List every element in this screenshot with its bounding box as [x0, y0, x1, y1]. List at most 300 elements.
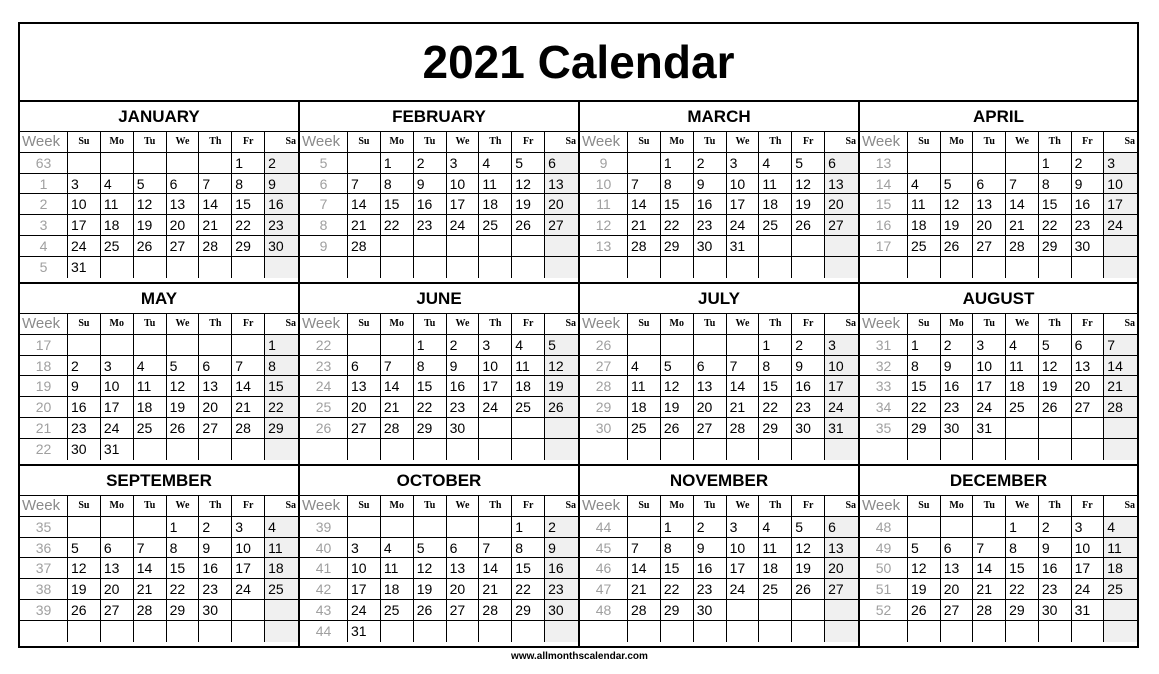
day-cell[interactable]	[479, 517, 512, 538]
day-cell[interactable]	[512, 257, 545, 278]
day-cell[interactable]: 1	[908, 335, 941, 356]
day-cell[interactable]: 16	[447, 376, 480, 397]
day-cell[interactable]	[479, 439, 512, 460]
day-cell[interactable]: 20	[1072, 376, 1105, 397]
day-cell[interactable]: 1	[232, 153, 265, 174]
day-cell[interactable]: 6	[941, 538, 974, 559]
day-cell[interactable]	[661, 621, 694, 642]
day-cell[interactable]: 21	[232, 397, 265, 418]
day-cell[interactable]: 23	[265, 215, 298, 236]
day-cell[interactable]	[759, 236, 792, 257]
day-cell[interactable]: 27	[941, 600, 974, 621]
day-cell[interactable]: 29	[265, 418, 298, 439]
day-cell[interactable]: 3	[727, 517, 760, 538]
day-cell[interactable]: 16	[694, 194, 727, 215]
day-cell[interactable]: 28	[381, 418, 414, 439]
day-cell[interactable]: 13	[825, 174, 858, 195]
day-cell[interactable]: 29	[908, 418, 941, 439]
day-cell[interactable]: 10	[479, 356, 512, 377]
day-cell[interactable]: 22	[1039, 215, 1072, 236]
day-cell[interactable]: 17	[727, 558, 760, 579]
day-cell[interactable]	[167, 439, 200, 460]
day-cell[interactable]: 21	[973, 579, 1006, 600]
day-cell[interactable]: 7	[628, 174, 661, 195]
day-cell[interactable]	[825, 257, 858, 278]
day-cell[interactable]: 17	[1104, 194, 1137, 215]
day-cell[interactable]: 4	[1104, 517, 1137, 538]
day-cell[interactable]: 23	[694, 579, 727, 600]
day-cell[interactable]: 8	[512, 538, 545, 559]
day-cell[interactable]: 22	[661, 215, 694, 236]
day-cell[interactable]	[792, 257, 825, 278]
day-cell[interactable]	[759, 621, 792, 642]
day-cell[interactable]: 16	[199, 558, 232, 579]
day-cell[interactable]	[1104, 621, 1137, 642]
day-cell[interactable]: 13	[1072, 356, 1105, 377]
day-cell[interactable]: 19	[941, 215, 974, 236]
day-cell[interactable]: 19	[792, 558, 825, 579]
day-cell[interactable]: 25	[101, 236, 134, 257]
day-cell[interactable]: 6	[973, 174, 1006, 195]
day-cell[interactable]: 21	[628, 215, 661, 236]
day-cell[interactable]: 13	[973, 194, 1006, 215]
day-cell[interactable]	[167, 257, 200, 278]
day-cell[interactable]: 26	[167, 418, 200, 439]
day-cell[interactable]: 22	[759, 397, 792, 418]
day-cell[interactable]	[628, 257, 661, 278]
day-cell[interactable]	[908, 257, 941, 278]
day-cell[interactable]: 14	[1104, 356, 1137, 377]
day-cell[interactable]: 7	[348, 174, 381, 195]
day-cell[interactable]: 22	[512, 579, 545, 600]
day-cell[interactable]: 25	[759, 215, 792, 236]
day-cell[interactable]: 9	[545, 538, 578, 559]
day-cell[interactable]	[1006, 621, 1039, 642]
day-cell[interactable]: 19	[167, 397, 200, 418]
day-cell[interactable]: 12	[68, 558, 101, 579]
day-cell[interactable]: 1	[265, 335, 298, 356]
day-cell[interactable]: 16	[545, 558, 578, 579]
day-cell[interactable]	[381, 621, 414, 642]
day-cell[interactable]: 31	[727, 236, 760, 257]
day-cell[interactable]	[68, 335, 101, 356]
day-cell[interactable]: 8	[1006, 538, 1039, 559]
day-cell[interactable]: 12	[167, 376, 200, 397]
day-cell[interactable]	[694, 439, 727, 460]
day-cell[interactable]	[973, 257, 1006, 278]
day-cell[interactable]: 23	[694, 215, 727, 236]
day-cell[interactable]: 18	[628, 397, 661, 418]
day-cell[interactable]: 27	[545, 215, 578, 236]
day-cell[interactable]: 27	[825, 215, 858, 236]
day-cell[interactable]: 23	[68, 418, 101, 439]
day-cell[interactable]: 4	[628, 356, 661, 377]
day-cell[interactable]	[381, 439, 414, 460]
day-cell[interactable]	[265, 621, 298, 642]
day-cell[interactable]	[825, 236, 858, 257]
day-cell[interactable]: 1	[1006, 517, 1039, 538]
day-cell[interactable]: 10	[1104, 174, 1137, 195]
day-cell[interactable]	[479, 236, 512, 257]
day-cell[interactable]: 8	[232, 174, 265, 195]
day-cell[interactable]: 21	[381, 397, 414, 418]
day-cell[interactable]: 13	[545, 174, 578, 195]
day-cell[interactable]	[941, 439, 974, 460]
day-cell[interactable]	[232, 257, 265, 278]
day-cell[interactable]: 1	[381, 153, 414, 174]
day-cell[interactable]	[414, 236, 447, 257]
day-cell[interactable]: 18	[134, 397, 167, 418]
day-cell[interactable]: 24	[479, 397, 512, 418]
day-cell[interactable]	[545, 257, 578, 278]
day-cell[interactable]: 25	[512, 397, 545, 418]
day-cell[interactable]: 7	[1104, 335, 1137, 356]
day-cell[interactable]: 12	[908, 558, 941, 579]
day-cell[interactable]: 4	[1006, 335, 1039, 356]
day-cell[interactable]	[941, 621, 974, 642]
day-cell[interactable]: 22	[167, 579, 200, 600]
day-cell[interactable]: 1	[759, 335, 792, 356]
day-cell[interactable]: 17	[68, 215, 101, 236]
day-cell[interactable]: 16	[1072, 194, 1105, 215]
day-cell[interactable]	[414, 517, 447, 538]
day-cell[interactable]: 27	[199, 418, 232, 439]
day-cell[interactable]: 31	[348, 621, 381, 642]
day-cell[interactable]: 28	[199, 236, 232, 257]
day-cell[interactable]: 25	[265, 579, 298, 600]
day-cell[interactable]: 3	[68, 174, 101, 195]
day-cell[interactable]: 14	[199, 194, 232, 215]
day-cell[interactable]: 27	[348, 418, 381, 439]
day-cell[interactable]	[941, 257, 974, 278]
day-cell[interactable]: 13	[694, 376, 727, 397]
day-cell[interactable]: 14	[973, 558, 1006, 579]
day-cell[interactable]: 9	[1039, 538, 1072, 559]
day-cell[interactable]: 30	[1039, 600, 1072, 621]
day-cell[interactable]: 10	[447, 174, 480, 195]
day-cell[interactable]: 12	[941, 194, 974, 215]
day-cell[interactable]	[68, 153, 101, 174]
day-cell[interactable]	[479, 621, 512, 642]
day-cell[interactable]: 8	[414, 356, 447, 377]
day-cell[interactable]	[759, 600, 792, 621]
day-cell[interactable]: 27	[694, 418, 727, 439]
day-cell[interactable]: 8	[265, 356, 298, 377]
day-cell[interactable]	[134, 621, 167, 642]
day-cell[interactable]: 23	[545, 579, 578, 600]
day-cell[interactable]: 10	[727, 538, 760, 559]
day-cell[interactable]: 28	[973, 600, 1006, 621]
day-cell[interactable]	[101, 335, 134, 356]
day-cell[interactable]: 21	[134, 579, 167, 600]
day-cell[interactable]: 19	[792, 194, 825, 215]
day-cell[interactable]: 10	[348, 558, 381, 579]
day-cell[interactable]	[101, 153, 134, 174]
day-cell[interactable]	[232, 335, 265, 356]
day-cell[interactable]	[628, 439, 661, 460]
day-cell[interactable]	[348, 335, 381, 356]
day-cell[interactable]: 7	[1006, 174, 1039, 195]
day-cell[interactable]: 4	[759, 153, 792, 174]
day-cell[interactable]: 11	[381, 558, 414, 579]
day-cell[interactable]	[134, 439, 167, 460]
day-cell[interactable]	[973, 439, 1006, 460]
day-cell[interactable]	[1039, 418, 1072, 439]
day-cell[interactable]: 14	[727, 376, 760, 397]
footer-url[interactable]: www.allmonthscalendar.com	[511, 651, 648, 662]
day-cell[interactable]: 11	[512, 356, 545, 377]
day-cell[interactable]	[545, 621, 578, 642]
day-cell[interactable]: 17	[101, 397, 134, 418]
day-cell[interactable]: 14	[134, 558, 167, 579]
day-cell[interactable]: 16	[941, 376, 974, 397]
day-cell[interactable]: 26	[908, 600, 941, 621]
day-cell[interactable]: 9	[792, 356, 825, 377]
day-cell[interactable]: 29	[232, 236, 265, 257]
day-cell[interactable]	[134, 517, 167, 538]
day-cell[interactable]: 17	[1072, 558, 1105, 579]
day-cell[interactable]	[512, 418, 545, 439]
day-cell[interactable]	[167, 153, 200, 174]
day-cell[interactable]	[479, 418, 512, 439]
day-cell[interactable]	[134, 335, 167, 356]
day-cell[interactable]: 9	[1072, 174, 1105, 195]
day-cell[interactable]: 10	[825, 356, 858, 377]
day-cell[interactable]: 1	[167, 517, 200, 538]
day-cell[interactable]: 15	[1006, 558, 1039, 579]
day-cell[interactable]: 11	[101, 194, 134, 215]
day-cell[interactable]	[1104, 600, 1137, 621]
day-cell[interactable]	[973, 153, 1006, 174]
day-cell[interactable]: 20	[447, 579, 480, 600]
day-cell[interactable]	[908, 439, 941, 460]
day-cell[interactable]	[447, 621, 480, 642]
day-cell[interactable]: 24	[68, 236, 101, 257]
day-cell[interactable]	[825, 621, 858, 642]
day-cell[interactable]: 22	[661, 579, 694, 600]
day-cell[interactable]	[199, 335, 232, 356]
day-cell[interactable]: 12	[792, 174, 825, 195]
day-cell[interactable]: 30	[792, 418, 825, 439]
day-cell[interactable]: 22	[232, 215, 265, 236]
day-cell[interactable]: 25	[1104, 579, 1137, 600]
day-cell[interactable]: 4	[134, 356, 167, 377]
day-cell[interactable]: 24	[348, 600, 381, 621]
day-cell[interactable]: 27	[825, 579, 858, 600]
day-cell[interactable]: 12	[661, 376, 694, 397]
day-cell[interactable]: 19	[68, 579, 101, 600]
day-cell[interactable]: 1	[661, 517, 694, 538]
day-cell[interactable]	[1104, 257, 1137, 278]
day-cell[interactable]: 8	[661, 174, 694, 195]
day-cell[interactable]: 29	[1006, 600, 1039, 621]
day-cell[interactable]	[908, 153, 941, 174]
day-cell[interactable]: 10	[68, 194, 101, 215]
day-cell[interactable]: 20	[167, 215, 200, 236]
day-cell[interactable]: 13	[348, 376, 381, 397]
day-cell[interactable]: 13	[167, 194, 200, 215]
day-cell[interactable]: 5	[908, 538, 941, 559]
day-cell[interactable]	[381, 335, 414, 356]
day-cell[interactable]: 16	[68, 397, 101, 418]
day-cell[interactable]: 27	[101, 600, 134, 621]
day-cell[interactable]: 26	[512, 215, 545, 236]
day-cell[interactable]	[825, 439, 858, 460]
day-cell[interactable]: 25	[908, 236, 941, 257]
day-cell[interactable]	[941, 517, 974, 538]
day-cell[interactable]	[661, 335, 694, 356]
day-cell[interactable]	[759, 439, 792, 460]
day-cell[interactable]: 31	[825, 418, 858, 439]
day-cell[interactable]: 15	[232, 194, 265, 215]
day-cell[interactable]	[792, 439, 825, 460]
day-cell[interactable]: 2	[68, 356, 101, 377]
day-cell[interactable]	[447, 257, 480, 278]
day-cell[interactable]: 2	[265, 153, 298, 174]
day-cell[interactable]: 2	[941, 335, 974, 356]
day-cell[interactable]	[1006, 257, 1039, 278]
day-cell[interactable]: 22	[414, 397, 447, 418]
day-cell[interactable]	[727, 257, 760, 278]
day-cell[interactable]: 18	[512, 376, 545, 397]
day-cell[interactable]	[414, 621, 447, 642]
day-cell[interactable]: 7	[727, 356, 760, 377]
day-cell[interactable]: 30	[694, 236, 727, 257]
day-cell[interactable]: 5	[792, 517, 825, 538]
day-cell[interactable]: 11	[1104, 538, 1137, 559]
day-cell[interactable]: 30	[68, 439, 101, 460]
day-cell[interactable]: 15	[661, 558, 694, 579]
day-cell[interactable]: 11	[759, 174, 792, 195]
day-cell[interactable]	[759, 257, 792, 278]
day-cell[interactable]: 13	[199, 376, 232, 397]
day-cell[interactable]: 7	[973, 538, 1006, 559]
day-cell[interactable]: 17	[348, 579, 381, 600]
day-cell[interactable]: 1	[661, 153, 694, 174]
day-cell[interactable]: 28	[727, 418, 760, 439]
day-cell[interactable]: 22	[265, 397, 298, 418]
day-cell[interactable]: 30	[545, 600, 578, 621]
day-cell[interactable]: 26	[545, 397, 578, 418]
day-cell[interactable]: 11	[1006, 356, 1039, 377]
day-cell[interactable]: 6	[447, 538, 480, 559]
day-cell[interactable]: 26	[792, 579, 825, 600]
day-cell[interactable]: 17	[232, 558, 265, 579]
day-cell[interactable]	[512, 621, 545, 642]
day-cell[interactable]: 5	[661, 356, 694, 377]
day-cell[interactable]	[265, 257, 298, 278]
day-cell[interactable]: 7	[381, 356, 414, 377]
day-cell[interactable]: 19	[908, 579, 941, 600]
day-cell[interactable]: 21	[348, 215, 381, 236]
day-cell[interactable]: 3	[348, 538, 381, 559]
day-cell[interactable]	[545, 439, 578, 460]
day-cell[interactable]: 2	[1072, 153, 1105, 174]
day-cell[interactable]: 8	[381, 174, 414, 195]
day-cell[interactable]	[232, 600, 265, 621]
day-cell[interactable]: 25	[381, 600, 414, 621]
day-cell[interactable]: 27	[1072, 397, 1105, 418]
day-cell[interactable]: 20	[101, 579, 134, 600]
day-cell[interactable]: 28	[628, 600, 661, 621]
day-cell[interactable]	[792, 600, 825, 621]
day-cell[interactable]	[1006, 153, 1039, 174]
day-cell[interactable]: 2	[694, 517, 727, 538]
day-cell[interactable]: 18	[479, 194, 512, 215]
day-cell[interactable]: 9	[447, 356, 480, 377]
day-cell[interactable]: 15	[1039, 194, 1072, 215]
day-cell[interactable]	[381, 257, 414, 278]
day-cell[interactable]: 24	[447, 215, 480, 236]
day-cell[interactable]: 31	[101, 439, 134, 460]
day-cell[interactable]: 20	[973, 215, 1006, 236]
day-cell[interactable]	[545, 418, 578, 439]
day-cell[interactable]: 31	[1072, 600, 1105, 621]
day-cell[interactable]	[1039, 257, 1072, 278]
day-cell[interactable]	[973, 517, 1006, 538]
day-cell[interactable]	[348, 153, 381, 174]
day-cell[interactable]: 11	[265, 538, 298, 559]
day-cell[interactable]	[727, 600, 760, 621]
day-cell[interactable]: 2	[1039, 517, 1072, 538]
day-cell[interactable]: 22	[1006, 579, 1039, 600]
day-cell[interactable]: 29	[759, 418, 792, 439]
day-cell[interactable]: 5	[941, 174, 974, 195]
day-cell[interactable]	[167, 335, 200, 356]
day-cell[interactable]: 19	[1039, 376, 1072, 397]
day-cell[interactable]: 12	[134, 194, 167, 215]
day-cell[interactable]: 27	[973, 236, 1006, 257]
day-cell[interactable]: 18	[101, 215, 134, 236]
day-cell[interactable]: 10	[101, 376, 134, 397]
day-cell[interactable]: 18	[759, 558, 792, 579]
day-cell[interactable]: 15	[414, 376, 447, 397]
day-cell[interactable]: 23	[199, 579, 232, 600]
day-cell[interactable]: 30	[694, 600, 727, 621]
day-cell[interactable]: 20	[348, 397, 381, 418]
day-cell[interactable]: 14	[381, 376, 414, 397]
day-cell[interactable]	[265, 600, 298, 621]
day-cell[interactable]: 12	[792, 538, 825, 559]
day-cell[interactable]	[1104, 236, 1137, 257]
day-cell[interactable]: 8	[1039, 174, 1072, 195]
day-cell[interactable]: 17	[447, 194, 480, 215]
day-cell[interactable]: 10	[973, 356, 1006, 377]
day-cell[interactable]: 5	[1039, 335, 1072, 356]
day-cell[interactable]: 19	[134, 215, 167, 236]
day-cell[interactable]: 7	[199, 174, 232, 195]
day-cell[interactable]: 14	[628, 194, 661, 215]
day-cell[interactable]: 21	[199, 215, 232, 236]
day-cell[interactable]: 20	[941, 579, 974, 600]
day-cell[interactable]: 23	[1039, 579, 1072, 600]
day-cell[interactable]: 20	[694, 397, 727, 418]
day-cell[interactable]: 1	[512, 517, 545, 538]
day-cell[interactable]	[694, 621, 727, 642]
day-cell[interactable]: 4	[512, 335, 545, 356]
day-cell[interactable]: 31	[68, 257, 101, 278]
day-cell[interactable]: 13	[447, 558, 480, 579]
day-cell[interactable]: 23	[1072, 215, 1105, 236]
day-cell[interactable]	[661, 257, 694, 278]
day-cell[interactable]: 9	[199, 538, 232, 559]
day-cell[interactable]	[1039, 621, 1072, 642]
day-cell[interactable]: 12	[512, 174, 545, 195]
day-cell[interactable]: 24	[101, 418, 134, 439]
day-cell[interactable]: 17	[727, 194, 760, 215]
day-cell[interactable]: 31	[973, 418, 1006, 439]
day-cell[interactable]: 5	[792, 153, 825, 174]
